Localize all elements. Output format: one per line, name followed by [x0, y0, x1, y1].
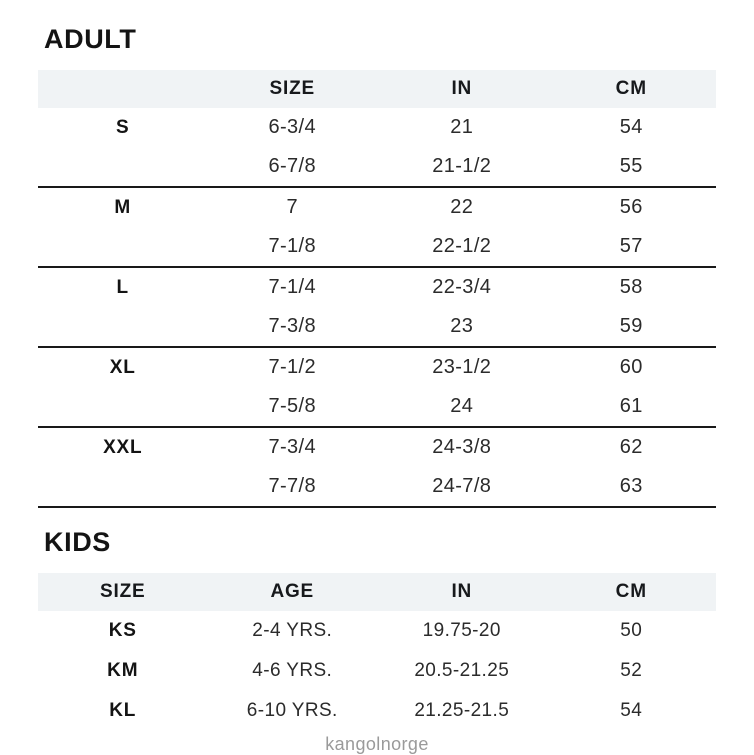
size-label: S: [116, 116, 130, 138]
adult-col-cm: CM: [615, 78, 647, 100]
in-value: 24-7/8: [432, 475, 492, 498]
size-value: 6-7/8: [268, 155, 317, 178]
table-row: [38, 428, 716, 467]
kids-col-cm: CM: [615, 581, 647, 603]
in-value: 24-3/8: [432, 436, 492, 459]
size-value: 7-3/4: [268, 436, 317, 459]
table-row: [38, 348, 716, 387]
cm-value: 58: [619, 276, 643, 299]
table-row: [38, 268, 716, 307]
table-row: [38, 387, 716, 426]
in-value: 22-3/4: [432, 276, 492, 299]
kids-col-in: IN: [451, 581, 473, 603]
in-value: 24: [450, 395, 474, 418]
in-value: 23: [450, 315, 474, 338]
size-group-l: [38, 268, 716, 348]
size-group-s: [38, 108, 716, 188]
kids-heading: KIDS: [44, 527, 111, 558]
cm-value: 56: [619, 196, 643, 219]
age-value: 2-4 YRS.: [252, 620, 333, 642]
size-group-m: [38, 188, 716, 268]
table-row: [38, 467, 716, 506]
in-value: 19.75-20: [422, 620, 501, 642]
size-value: 7-3/8: [268, 315, 317, 338]
kids-size-table: [38, 573, 716, 731]
size-value: 7-1/8: [268, 235, 317, 258]
cm-value: 63: [619, 475, 643, 498]
age-value: 4-6 YRS.: [252, 660, 333, 682]
in-value: 21-1/2: [432, 155, 492, 178]
table-row: [38, 188, 716, 227]
cm-value: 54: [619, 116, 643, 139]
in-value: 20.5-21.25: [414, 660, 510, 682]
size-label: KL: [109, 700, 137, 722]
cm-value: 60: [619, 356, 643, 379]
in-value: 22-1/2: [432, 235, 492, 258]
cm-value: 55: [619, 155, 643, 178]
kids-col-size: SIZE: [100, 581, 146, 603]
size-group-xxl: [38, 428, 716, 508]
table-row: [38, 691, 716, 731]
kids-table-header: [38, 573, 716, 611]
size-label: XXL: [103, 436, 143, 458]
table-row: [38, 307, 716, 346]
age-value: 6-10 YRS.: [246, 700, 338, 722]
size-value: 7-7/8: [268, 475, 317, 498]
adult-col-size: SIZE: [269, 78, 315, 100]
kids-col-age: AGE: [270, 581, 315, 603]
cm-value: 54: [620, 700, 643, 722]
size-value: 6-3/4: [268, 116, 317, 139]
size-label: KM: [107, 660, 139, 682]
cm-value: 59: [619, 315, 643, 338]
size-label: L: [116, 276, 129, 298]
size-group-xl: [38, 348, 716, 428]
cm-value: 50: [620, 620, 643, 642]
in-value: 23-1/2: [432, 356, 492, 379]
in-value: 21: [450, 116, 474, 139]
size-value: 7: [286, 196, 299, 219]
cm-value: 62: [619, 436, 643, 459]
in-value: 22: [450, 196, 474, 219]
table-row: [38, 611, 716, 651]
size-label: XL: [109, 356, 136, 378]
cm-value: 57: [619, 235, 643, 258]
table-row: [38, 108, 716, 147]
adult-col-in: IN: [451, 78, 473, 100]
size-value: 7-1/4: [268, 276, 317, 299]
size-value: 7-5/8: [268, 395, 317, 418]
cm-value: 61: [619, 395, 643, 418]
in-value: 21.25-21.5: [414, 700, 510, 722]
table-row: [38, 147, 716, 186]
size-value: 7-1/2: [268, 356, 317, 379]
size-label: KS: [108, 620, 137, 642]
adult-size-table: [38, 70, 716, 508]
size-label: M: [114, 196, 132, 218]
table-row: [38, 227, 716, 266]
adult-heading: ADULT: [44, 24, 137, 54]
watermark-brand-text: kangolnorge: [325, 734, 429, 755]
table-row: [38, 651, 716, 691]
cm-value: 52: [620, 660, 643, 682]
adult-table-header: [38, 70, 716, 108]
